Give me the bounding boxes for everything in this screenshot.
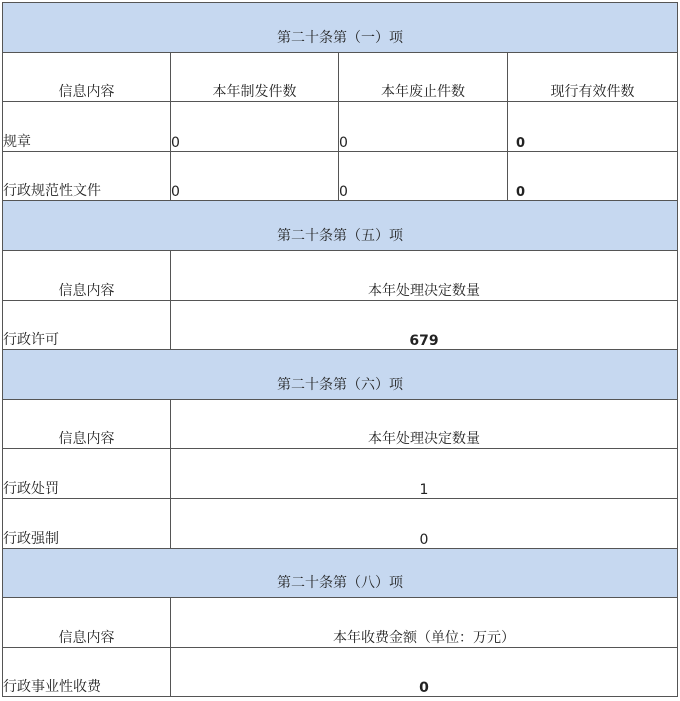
table-row <box>3 300 678 350</box>
column-header: 信息内容 <box>3 250 171 300</box>
column-header: 本年处理决定数量 <box>171 250 678 300</box>
cell-value: 679 <box>171 300 678 350</box>
section-title: 第二十条第（六）项 <box>3 350 678 400</box>
cell-value: 0 <box>171 498 678 548</box>
cell-value: 0 <box>171 102 339 152</box>
row-label: 规章 <box>3 102 171 152</box>
column-header-row <box>3 598 678 648</box>
row-label: 行政规范性文件 <box>3 151 171 201</box>
section-title: 第二十条第（一）项 <box>3 3 678 53</box>
column-header: 本年收费金额（单位：万元） <box>171 598 678 648</box>
table-row <box>3 647 678 697</box>
row-label: 行政强制 <box>3 498 171 548</box>
cell-value: 0 <box>508 151 678 201</box>
cell-value: 1 <box>171 449 678 499</box>
column-header: 信息内容 <box>3 399 171 449</box>
column-header-row <box>3 250 678 300</box>
column-header: 本年废止件数 <box>339 52 508 102</box>
column-header: 信息内容 <box>3 52 171 102</box>
section-header-row <box>3 3 678 53</box>
cell-value: 0 <box>171 647 678 697</box>
row-label: 行政处罚 <box>3 449 171 499</box>
cell-value: 0 <box>339 151 508 201</box>
disclosure-table <box>2 2 678 697</box>
section-title: 第二十条第（五）项 <box>3 201 678 251</box>
table-row <box>3 102 678 152</box>
table-row <box>3 151 678 201</box>
section-header-row <box>3 350 678 400</box>
row-label: 行政许可 <box>3 300 171 350</box>
column-header: 本年处理决定数量 <box>171 399 678 449</box>
column-header: 现行有效件数 <box>508 52 678 102</box>
cell-value: 0 <box>339 102 508 152</box>
cell-value: 0 <box>508 102 678 152</box>
row-label: 行政事业性收费 <box>3 647 171 697</box>
column-header: 本年制发件数 <box>171 52 339 102</box>
table-row <box>3 498 678 548</box>
section-title: 第二十条第（八）项 <box>3 548 678 598</box>
column-header-row <box>3 399 678 449</box>
section-header-row <box>3 201 678 251</box>
table-row <box>3 449 678 499</box>
column-header: 信息内容 <box>3 598 171 648</box>
section-header-row <box>3 548 678 598</box>
column-header-row <box>3 52 678 102</box>
cell-value: 0 <box>171 151 339 201</box>
